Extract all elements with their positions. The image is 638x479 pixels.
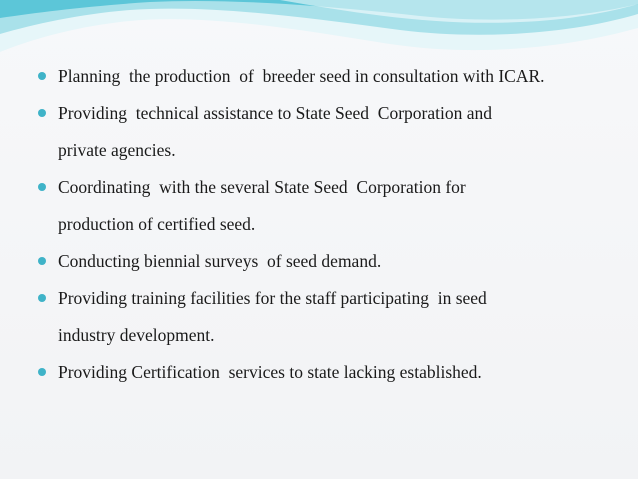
bullet-item	[38, 95, 618, 169]
bullet-dot-icon	[38, 294, 46, 302]
bullet-list	[38, 58, 618, 391]
bullet-item	[38, 243, 618, 280]
bullet-dot-icon	[38, 257, 46, 265]
bullet-dot-icon	[38, 183, 46, 191]
bullet-dot-icon	[38, 368, 46, 376]
bullet-text: Coordinating with the several State Seed Corporation for	[58, 177, 466, 197]
bullet-item	[38, 354, 618, 391]
bullet-text: Conducting biennial surveys of seed demand.	[58, 251, 382, 271]
bullet-text: Providing Certification services to state lacking established.	[58, 362, 482, 382]
bullet-text-continuation: private agencies.	[58, 140, 176, 160]
bullet-text-continuation: production of certified seed.	[58, 214, 256, 234]
bullet-text-continuation: industry development.	[58, 325, 215, 345]
bullet-dot-icon	[38, 109, 46, 117]
bullet-item	[38, 280, 618, 354]
bullet-text: Providing training facilities for the staff participating in seed	[58, 288, 487, 308]
bullet-text: Planning the production of breeder seed in consultation with ICAR.	[58, 66, 545, 86]
bullet-item	[38, 58, 618, 95]
bullet-item	[38, 169, 618, 243]
bullet-dot-icon	[38, 72, 46, 80]
bullet-list-container	[38, 58, 618, 391]
bullet-text: Providing technical assistance to State Seed Corporation and	[58, 103, 492, 123]
